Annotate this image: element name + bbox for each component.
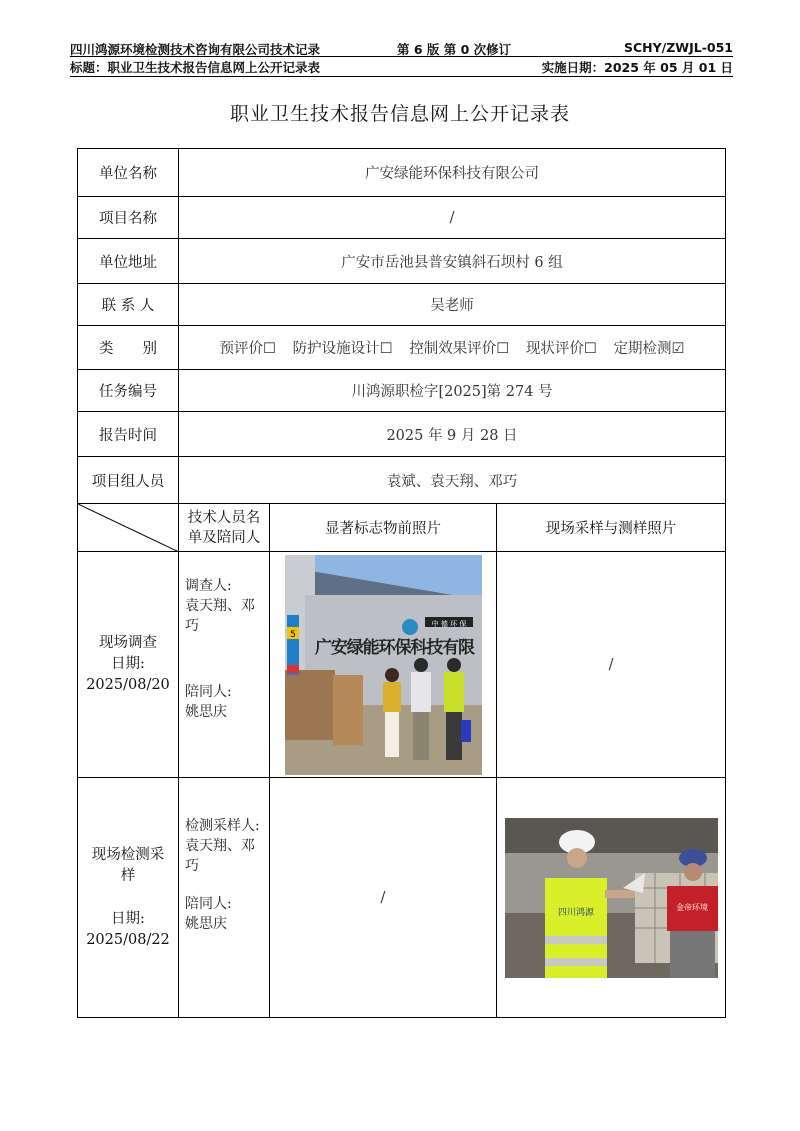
row-contact <box>78 284 726 326</box>
testing-companion-name: 姚思庆 <box>185 916 227 932</box>
category-option-control-effect: 控制效果评价☐ <box>409 341 510 357</box>
header-rule-bottom <box>70 76 733 77</box>
testing-date-cell <box>78 778 179 1018</box>
survey-companion-name: 姚思庆 <box>185 704 227 720</box>
row-unit-name <box>78 149 726 197</box>
header-effective-date: 实施日期：2025 年 05 月 01 日 <box>541 60 733 75</box>
report-time-value: 2025 年 9 月 28 日 <box>179 412 726 457</box>
address-value: 广安市岳池县普安镇斜石坝村 6 组 <box>179 239 726 284</box>
header-title-label: 标题：职业卫生技术报告信息网上公开记录表 <box>70 60 321 75</box>
survey-sampling-value: / <box>497 552 726 778</box>
testing-staff-cell <box>179 778 270 1018</box>
row-task-no <box>78 370 726 412</box>
document-title: 职业卫生技术报告信息网上公开记录表 <box>229 103 570 125</box>
contact-value: 吴老师 <box>179 284 726 326</box>
project-name-label: 项目名称 <box>78 197 179 239</box>
contact-label: 联 系 人 <box>78 284 179 326</box>
survey-staff-cell <box>179 552 270 778</box>
row-survey <box>78 552 726 778</box>
survey-date-title: 现场调查日期: <box>99 635 157 672</box>
category-option-status-evaluation: 现状评价☐ <box>525 341 597 357</box>
category-option-pre-evaluation: 预评价☐ <box>219 341 277 357</box>
unit-name-value: 广安绿能环保科技有限公司 <box>179 149 726 197</box>
sampling-photo <box>505 818 718 978</box>
diagonal-header-cell <box>78 504 179 552</box>
category-options <box>179 326 726 370</box>
unit-name-label: 单位名称 <box>78 149 179 197</box>
header-company: 四川鸿源环境检测技术咨询有限公司技术记录 <box>70 42 321 57</box>
header-version: 第 6 版 第 0 次修订 <box>397 42 512 57</box>
investigator-names: 袁天翔、邓巧 <box>185 598 255 634</box>
sampling-shirt-text: 金帝环境 <box>675 902 708 912</box>
testing-date-label: 日期: <box>111 910 145 927</box>
sampling-vest-text: 四川鸿源 <box>557 907 594 918</box>
landmark-sign-text: 广安绿能环保科技有限 <box>314 637 475 658</box>
category-option-periodic-testing: 定期检测☑ <box>613 341 685 357</box>
testing-sampling-photo-cell <box>497 778 726 1018</box>
survey-date-value: 2025/08/20 <box>86 677 170 693</box>
investigator-label: 调查人: <box>185 578 232 594</box>
project-name-value: / <box>179 197 726 239</box>
row-report-time <box>78 412 726 457</box>
category-option-protection-design: 防护设施设计☐ <box>292 341 393 357</box>
landmark-header: 显著标志物前照片 <box>270 504 497 552</box>
row-photo-header <box>78 504 726 552</box>
address-label: 单位地址 <box>78 239 179 284</box>
testing-companion-label: 陪同人: <box>185 896 232 912</box>
report-time-label: 报告时间 <box>78 412 179 457</box>
landmark-plate-number: 5 <box>289 629 296 640</box>
record-table <box>77 148 726 1018</box>
team-value: 袁斌、袁天翔、邓巧 <box>179 457 726 504</box>
landmark-photo <box>285 555 482 775</box>
header-rule-top <box>70 56 733 57</box>
row-project-name <box>78 197 726 239</box>
task-no-label: 任务编号 <box>78 370 179 412</box>
row-team <box>78 457 726 504</box>
header-doc-code: SCHY/ZWJL-051 <box>623 40 733 55</box>
row-address <box>78 239 726 284</box>
testing-date-title: 现场检测采样 <box>91 846 165 884</box>
row-category <box>78 326 726 370</box>
survey-landmark-photo-cell <box>270 552 497 778</box>
staff-header: 技术人员名单及陪同人 <box>179 504 270 552</box>
landmark-sign-top-text: 中 德 环 保 <box>431 619 466 628</box>
sampling-header: 现场采样与测样照片 <box>497 504 726 552</box>
team-label: 项目组人员 <box>78 457 179 504</box>
sampler-names: 袁天翔、邓巧 <box>185 838 255 874</box>
survey-companion-label: 陪同人: <box>185 684 232 700</box>
survey-date-cell <box>78 552 179 778</box>
testing-landmark-value: / <box>270 778 497 1018</box>
testing-date-value: 2025/08/22 <box>86 931 170 948</box>
diagonal-line <box>78 504 179 552</box>
sampler-label: 检测采样人: <box>185 818 260 834</box>
row-testing <box>78 778 726 1018</box>
task-no-value: 川鸿源职检字[2025]第 274 号 <box>179 370 726 412</box>
category-label: 类 别 <box>78 326 179 370</box>
